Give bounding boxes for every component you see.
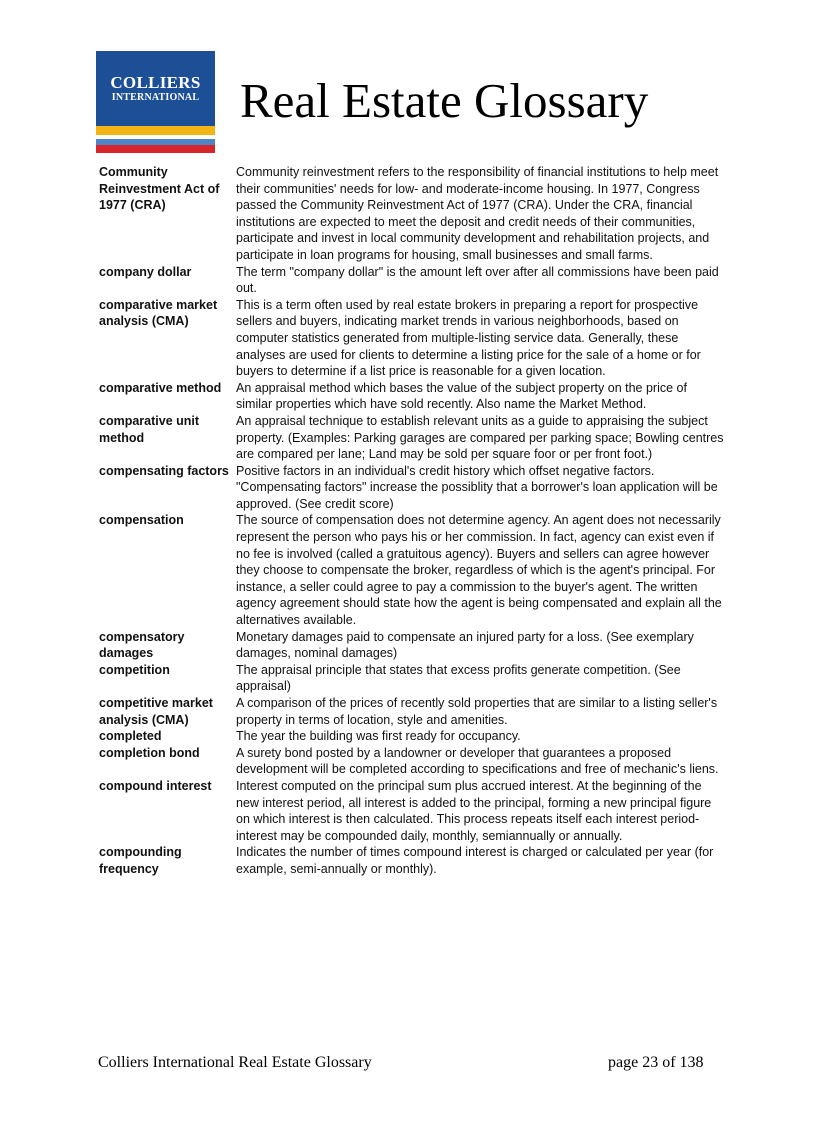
glossary-definition: The term "company dollar" is the amount left over after all commissions have been paid out. — [236, 264, 719, 296]
logo-stripe-red — [96, 145, 215, 153]
glossary-term: competition — [99, 662, 170, 677]
glossary-definition: An appraisal method which bases the value of the subject property on the price of similar properties which have sold recently. Also name the Market Method. — [236, 380, 687, 412]
glossary-term: completed — [99, 729, 162, 744]
glossary-entry — [99, 463, 724, 513]
footer-document-title: Colliers International Real Estate Glossary — [98, 1054, 372, 1071]
glossary-entry — [99, 629, 724, 662]
glossary-term: compounding frequency — [99, 845, 182, 876]
glossary-term: compensating factors — [99, 463, 229, 478]
glossary-definition: The year the building was first ready for occupancy. — [236, 729, 521, 744]
glossary-definition: A comparison of the prices of recently sold properties that are similar to a listing seller's property in terms of location, style and amenities. — [236, 696, 718, 727]
glossary-entry — [99, 264, 724, 297]
glossary-definition: An appraisal technique to establish relevant units as a guide to appraising the subject property. (Examples: Parking garages are compared per parking space; Bowling centres are compared per lane; Land may be sold per square foor or per front foot.) — [236, 413, 724, 462]
glossary-term: comparative method — [99, 380, 222, 395]
glossary-entry — [99, 778, 724, 844]
glossary-list — [99, 164, 724, 878]
glossary-term: Community Reinvestment Act of 1977 (CRA) — [99, 165, 220, 213]
glossary-entry — [99, 512, 724, 628]
glossary-term: compensation — [99, 513, 184, 528]
glossary-entry — [99, 380, 724, 413]
glossary-term: compensatory damages — [99, 629, 185, 661]
colliers-logo — [96, 51, 215, 153]
glossary-term: compound interest — [99, 778, 212, 793]
glossary-term: competitive market analysis (CMA) — [99, 696, 213, 727]
page-title: Real Estate Glossary — [240, 73, 649, 128]
glossary-term: completion bond — [99, 745, 200, 760]
glossary-definition: Positive factors in an individual's credit history which offset negative factors. "Compensating factors" increase the possiblity that a borrower's loan application will be approved. (See credit score) — [236, 463, 718, 511]
glossary-entry — [99, 297, 724, 380]
glossary-definition: Monetary damages paid to compensate an injured party for a loss. (See exemplary damages, nominal damages) — [236, 629, 694, 661]
glossary-entry — [99, 164, 724, 264]
glossary-definition: Community reinvestment refers to the responsibility of financial institutions to help meet their communities' needs for low- and moderate-income housing. In 1977, Congress passed the Community Reinvestment Act of 1977 (CRA). Under the CRA, financial institutions are expected to meet the deposit and credit needs of their communities, participate and invest in local community development and rehabilitation projects, and participate in loan programs for housing, small businesses and small farms. — [236, 165, 719, 262]
footer-page-number: page 23 of 138 — [608, 1054, 704, 1071]
glossary-definition: The appraisal principle that states that excess profits generate competition. (See appraisal) — [236, 662, 681, 694]
glossary-term: company dollar — [99, 264, 192, 279]
glossary-entry — [99, 728, 724, 745]
logo-wordmark: COLLIERS — [110, 73, 201, 92]
glossary-definition: A surety bond posted by a landowner or developer that guarantees a proposed development will be completed according to specifications and free of mechanic's liens. — [236, 745, 719, 777]
glossary-entry — [99, 662, 724, 695]
glossary-entry — [99, 695, 724, 728]
logo-subtitle: INTERNATIONAL — [111, 92, 200, 103]
glossary-entry — [99, 413, 724, 463]
glossary-definition: This is a term often used by real estate brokers in preparing a report for prospective sellers and buyers, indicating market trends in various neighborhoods, based on computer statistics generated from multiple-listing service data. Generally, these analyses are used for clients to determine a listing price for the sale of a home or for buyers to determine if a list price is reasonable for a given location. — [236, 297, 701, 379]
glossary-term: comparative market analysis (CMA) — [99, 297, 218, 329]
glossary-entry — [99, 745, 724, 778]
glossary-term: comparative unit method — [99, 413, 200, 445]
glossary-definition: Indicates the number of times compound interest is charged or calculated per year (for example, semi-annually or monthly). — [236, 845, 714, 876]
logo-stripe-yellow — [96, 126, 215, 135]
glossary-entry — [99, 844, 724, 877]
glossary-definition: Interest computed on the principal sum plus accrued interest. At the beginning of the new interest period, all interest is added to the principal, forming a new principal figure on which interest is then calculated. This process repeats itself each interest period-interest may be compounded daily, monthly, semiannually or annually. — [236, 778, 712, 843]
glossary-definition: The source of compensation does not determine agency. An agent does not necessarily represent the person who pays his or her commission. In fact, agency can exist even if no fee is involved (called a gratuitous agency). Buyers and sellers can agree however they choose to compensate the broker, regardless of which is the agent's principal. For instance, a seller could agree to pay a commission to the buyer's agent. The written agency agreement should state how the agent is being compensated and explain all the alternatives available. — [236, 513, 722, 628]
